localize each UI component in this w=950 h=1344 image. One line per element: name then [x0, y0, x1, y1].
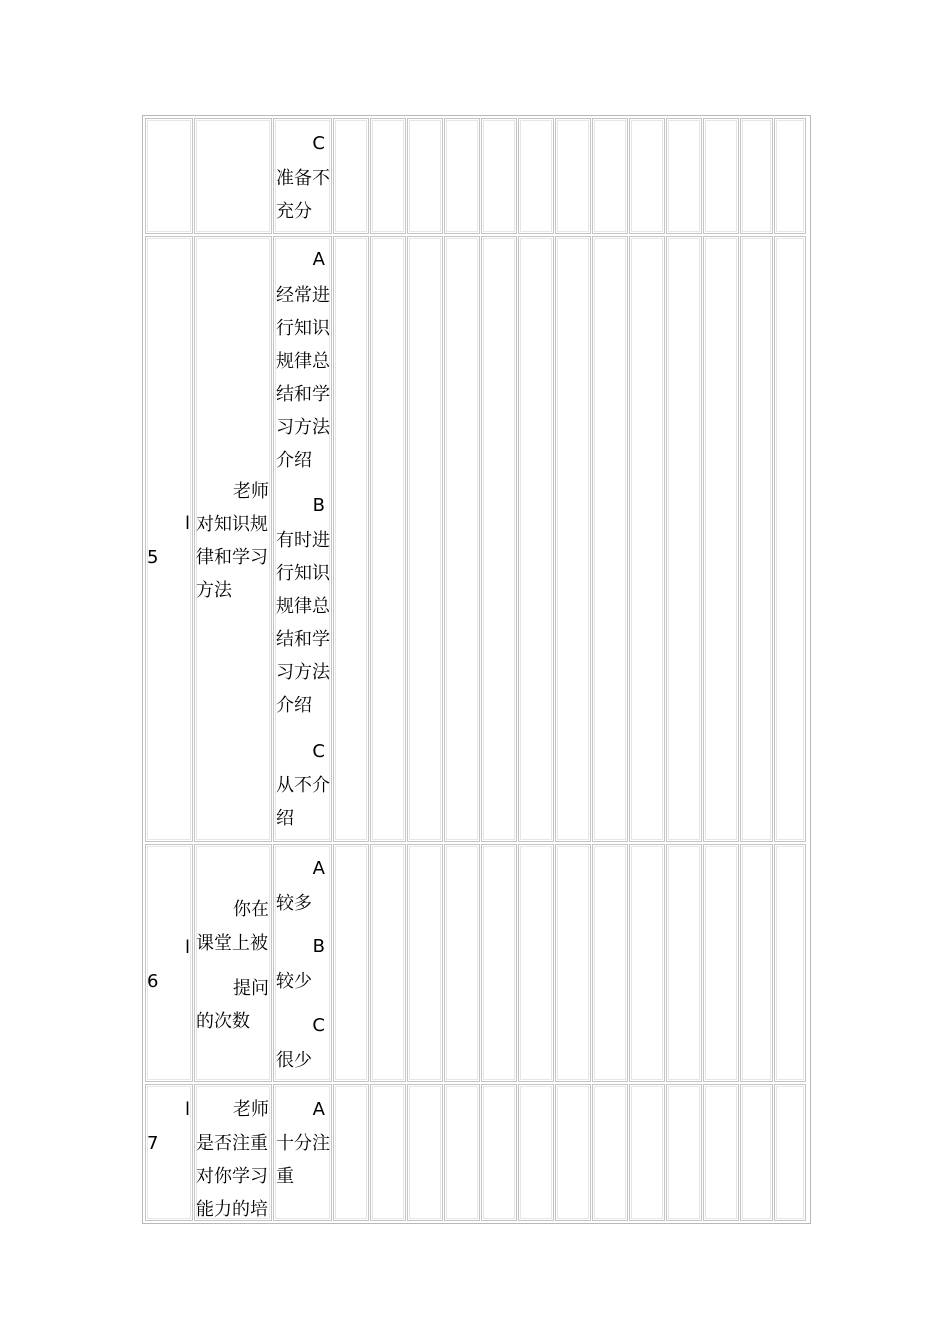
blank-cell — [703, 844, 739, 1082]
question-cell — [194, 118, 272, 234]
option-text: 有时进 — [276, 530, 330, 551]
option-text: 充分 — [276, 201, 312, 222]
option-text: 较少 — [276, 971, 312, 992]
question-text: 是否注重 — [196, 1133, 268, 1154]
question-text: 律和学习 — [196, 547, 268, 568]
blank-cell — [407, 236, 443, 842]
blank-cell — [518, 236, 554, 842]
question-cell — [194, 236, 272, 842]
blank-cell — [555, 1084, 591, 1221]
option-text: 经常进 — [276, 285, 330, 306]
option-letter: B — [312, 936, 325, 957]
blank-cell — [444, 844, 480, 1082]
row-mark: l — [184, 937, 190, 958]
table-row — [143, 118, 810, 234]
blank-cell — [629, 236, 665, 842]
option-letter: B — [312, 495, 325, 516]
option-letter: A — [312, 1099, 325, 1120]
row-number: 5 — [147, 547, 159, 568]
blank-cell — [370, 118, 406, 234]
blank-cell — [555, 236, 591, 842]
blank-cell — [629, 1084, 665, 1221]
blank-cell — [407, 1084, 443, 1221]
number-cell — [145, 118, 193, 234]
question-text: 提问 — [233, 978, 269, 999]
blank-cell — [629, 118, 665, 234]
option-text: 习方法 — [276, 417, 330, 438]
row-number: 6 — [147, 971, 159, 992]
blank-cell — [518, 118, 554, 234]
options-cell — [273, 1084, 332, 1221]
question-text: 能力的培 — [196, 1199, 268, 1220]
blank-cell — [370, 844, 406, 1082]
survey-table — [142, 115, 811, 1224]
blank-cell — [774, 844, 806, 1082]
blank-cell — [592, 844, 628, 1082]
option-letter: C — [312, 741, 325, 762]
question-text: 老师 — [233, 1099, 269, 1120]
blank-cell — [666, 236, 702, 842]
options-cell — [273, 236, 332, 842]
question-text: 课堂上被 — [196, 933, 268, 954]
number-cell — [145, 844, 193, 1082]
option-text: 绍 — [276, 808, 294, 829]
blank-cell — [481, 118, 517, 234]
option-text: 行知识 — [276, 563, 330, 584]
blank-cell — [740, 236, 773, 842]
option-text: 较多 — [276, 893, 312, 914]
number-cell — [145, 236, 193, 842]
option-text: 习方法 — [276, 662, 330, 683]
blank-cell — [407, 118, 443, 234]
blank-cell — [666, 844, 702, 1082]
question-text: 对知识规 — [196, 514, 268, 535]
question-text: 方法 — [196, 580, 232, 601]
question-text: 老师 — [233, 481, 269, 502]
option-text: 行知识 — [276, 318, 330, 339]
blank-cell — [481, 844, 517, 1082]
blank-cell — [740, 1084, 773, 1221]
blank-cell — [333, 236, 369, 842]
option-letter: A — [312, 858, 325, 879]
option-letter: C — [312, 133, 325, 154]
option-text: 介绍 — [276, 450, 312, 471]
blank-cell — [592, 236, 628, 842]
option-text: 准备不 — [276, 168, 330, 189]
blank-cell — [592, 118, 628, 234]
blank-cell — [333, 118, 369, 234]
row-number: 7 — [147, 1133, 159, 1154]
blank-cell — [333, 844, 369, 1082]
row-mark: l — [184, 513, 190, 534]
blank-cell — [740, 118, 773, 234]
blank-cell — [740, 844, 773, 1082]
table-row — [143, 1084, 810, 1221]
table-row — [143, 236, 810, 842]
blank-cell — [518, 1084, 554, 1221]
blank-cell — [666, 118, 702, 234]
blank-cell — [444, 1084, 480, 1221]
blank-cell — [481, 1084, 517, 1221]
row-mark: l — [184, 1099, 190, 1120]
blank-cell — [444, 236, 480, 842]
blank-cell — [333, 1084, 369, 1221]
option-text: 结和学 — [276, 384, 330, 405]
option-text: 重 — [276, 1166, 294, 1187]
option-text: 介绍 — [276, 695, 312, 716]
question-cell — [194, 844, 272, 1082]
blank-cell — [407, 844, 443, 1082]
number-cell — [145, 1084, 193, 1221]
option-text: 从不介 — [276, 775, 330, 796]
question-text: 的次数 — [196, 1011, 250, 1032]
question-text: 对你学习 — [196, 1166, 268, 1187]
option-letter: A — [312, 249, 325, 270]
blank-cell — [629, 844, 665, 1082]
blank-cell — [444, 118, 480, 234]
question-cell — [194, 1084, 272, 1221]
blank-cell — [703, 118, 739, 234]
blank-cell — [703, 1084, 739, 1221]
blank-cell — [370, 1084, 406, 1221]
option-letter: C — [312, 1015, 325, 1036]
blank-cell — [555, 844, 591, 1082]
blank-cell — [774, 1084, 806, 1221]
options-cell — [273, 118, 332, 234]
option-text: 规律总 — [276, 596, 330, 617]
option-text: 很少 — [276, 1050, 312, 1071]
blank-cell — [592, 1084, 628, 1221]
option-text: 规律总 — [276, 351, 330, 372]
blank-cell — [666, 1084, 702, 1221]
option-text: 十分注 — [276, 1133, 330, 1154]
blank-cell — [703, 236, 739, 842]
blank-cell — [518, 844, 554, 1082]
options-cell — [273, 844, 332, 1082]
blank-cell — [481, 236, 517, 842]
blank-cell — [555, 118, 591, 234]
blank-cell — [774, 118, 806, 234]
blank-cell — [774, 236, 806, 842]
table-row — [143, 844, 810, 1082]
question-text: 你在 — [233, 899, 269, 920]
option-text: 结和学 — [276, 629, 330, 650]
blank-cell — [370, 236, 406, 842]
